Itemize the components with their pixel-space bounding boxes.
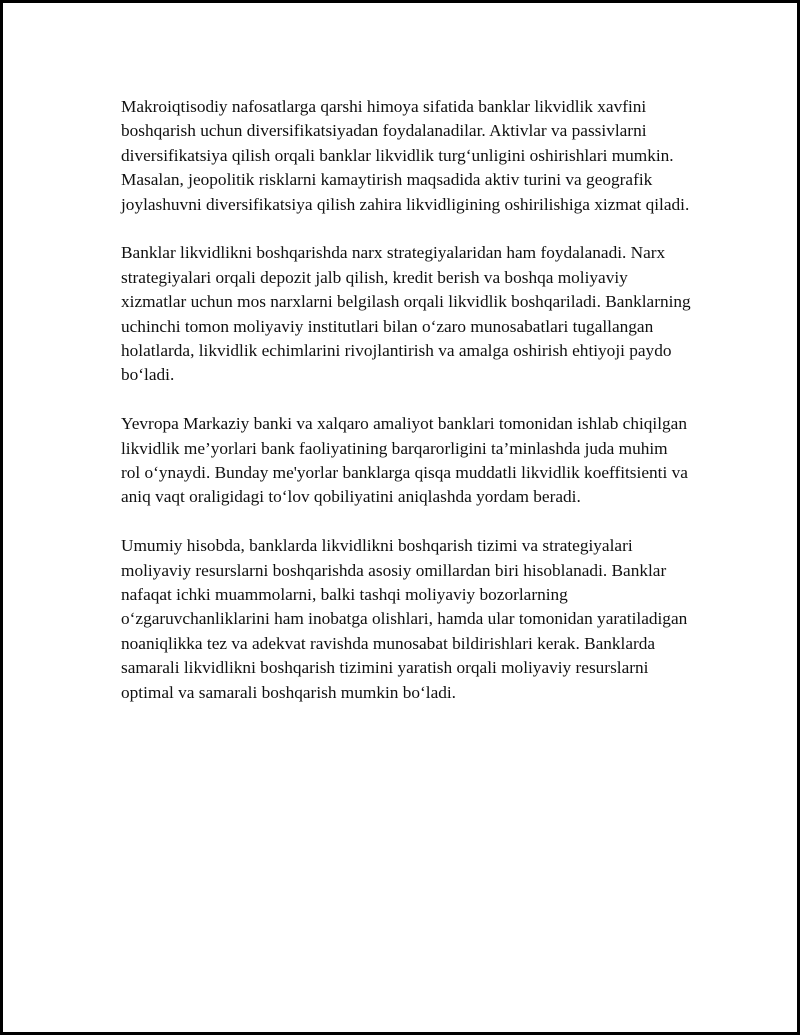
paragraph-diversification: Makroiqtisodiy nafosatlarga qarshi himoya sifatida banklar likvidlik xavfini boshqarish uchun diversifikatsiyadan foydalanadilar. Aktivlar va passivlarni diversifikatsiya qilish orqali banklar likvidlik turg‘unligini oshirishlari mumkin. Masalan, jeopolitik risklarni kamaytirish maqsadida aktiv turini va geografik joylashuvni diversifikatsiya qilish zahira likvidligining oshirilishiga xizmat qiladi. bbox=[121, 97, 690, 214]
paragraph-pricing-strategies: Banklar likvidlikni boshqarishda narx strategiyalaridan ham foydalanadi. Narx strategiyalari orqali depozit jalb qilish, kredit berish va boshqa moliyaviy xizmatlar uchun mos narxlarni belgilash orqali likvidlik boshqariladi. Banklarning uchinchi tomon moliyaviy institutlari bilan o‘zaro munosabatlari tugallangan holatlarda, likvidlik echimlarini rivojlantirish va amalga oshirish ehtiyoji paydo bo‘ladi. bbox=[121, 243, 691, 385]
paragraph-liquidity-norms: Yevropa Markaziy banki va xalqaro amaliyot banklari tomonidan ishlab chiqilgan likvidlik me’yorlari bank faoliyatining barqarorligini ta’minlashda juda muhim rol o‘ynaydi. Bunday me'yorlar banklarga qisqa muddatli likvidlik koeffitsienti va aniq vaqt oraligidagi to‘lov qobiliyatini aniqlashda yordam beradi. bbox=[121, 414, 688, 507]
document-body bbox=[121, 95, 691, 730]
paragraph-conclusion: Umumiy hisobda, banklarda likvidlikni boshqarish tizimi va strategiyalari moliyaviy resurslarni boshqarishda asosiy omillardan biri hisoblanadi. Banklar nafaqat ichki muammolarni, balki tashqi moliyaviy bozorlarning o‘zgaruvchanliklarini ham inobatga olishlari, hamda ular tomonidan yaratiladigan noaniqlikka tez va adekvat ravishda munosabat bildirishlari kerak. Banklarda samarali likvidlikni boshqarish tizimini yaratish orqali moliyaviy resurslarni optimal va samarali boshqarish mumkin bo‘ladi. bbox=[121, 536, 688, 702]
